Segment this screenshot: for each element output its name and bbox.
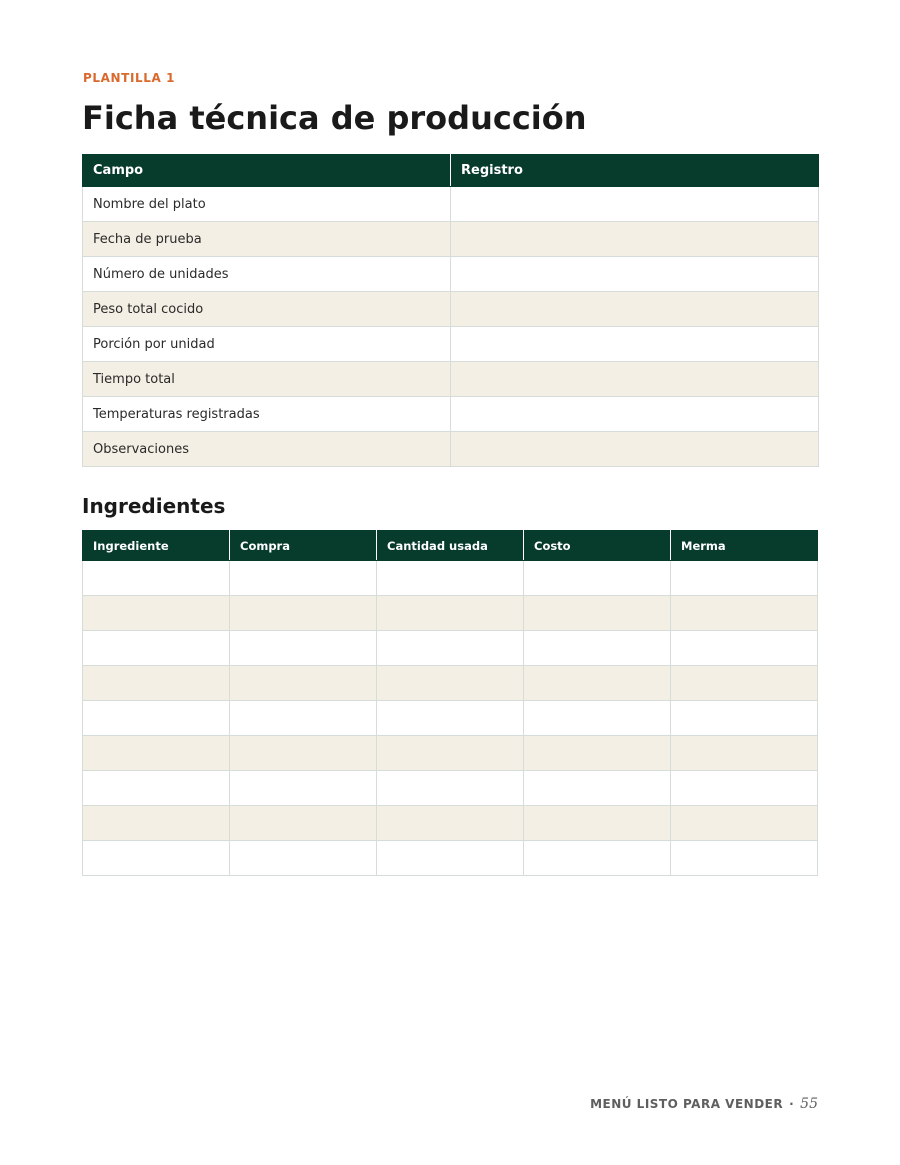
field-label: Nombre del plato [83, 187, 451, 222]
ingredient-cell[interactable] [671, 806, 818, 841]
table-row [83, 596, 818, 631]
table-row [83, 631, 818, 666]
ingredient-cell[interactable] [377, 806, 524, 841]
header-ingrediente: Ingrediente [83, 531, 230, 561]
ingredient-cell[interactable] [230, 771, 377, 806]
field-label: Porción por unidad [83, 327, 451, 362]
ingredient-cell[interactable] [230, 561, 377, 596]
section-title-ingredients: Ingredientes [82, 494, 226, 518]
ingredient-cell[interactable] [377, 736, 524, 771]
ingredients-body [83, 561, 818, 876]
header-costo: Costo [524, 531, 671, 561]
field-value-cell[interactable] [451, 432, 819, 467]
ingredient-cell[interactable] [524, 596, 671, 631]
ingredient-cell[interactable] [230, 841, 377, 876]
table-row [83, 187, 819, 222]
ingredient-cell[interactable] [671, 666, 818, 701]
ingredient-cell[interactable] [377, 596, 524, 631]
page-title: Ficha técnica de producción [82, 99, 587, 137]
field-label: Número de unidades [83, 257, 451, 292]
production-fields-table [82, 154, 819, 467]
ingredient-cell[interactable] [524, 561, 671, 596]
header-merma: Merma [671, 531, 818, 561]
table-row [83, 806, 818, 841]
ingredient-cell[interactable] [671, 596, 818, 631]
table-row [83, 362, 819, 397]
ingredient-cell[interactable] [230, 631, 377, 666]
footer [590, 1096, 818, 1112]
ingredient-cell[interactable] [671, 561, 818, 596]
table-row [83, 222, 819, 257]
ingredient-cell[interactable] [83, 561, 230, 596]
ingredient-cell[interactable] [671, 771, 818, 806]
field-value-cell[interactable] [451, 257, 819, 292]
field-label: Tiempo total [83, 362, 451, 397]
table-row [83, 666, 818, 701]
ingredient-cell[interactable] [377, 666, 524, 701]
field-value-cell[interactable] [451, 222, 819, 257]
ingredients-table [82, 530, 818, 876]
field-value-cell[interactable] [451, 362, 819, 397]
ingredient-cell[interactable] [83, 631, 230, 666]
field-value-cell[interactable] [451, 397, 819, 432]
table-row [83, 432, 819, 467]
ingredient-cell[interactable] [524, 841, 671, 876]
ingredient-cell[interactable] [83, 806, 230, 841]
ingredient-cell[interactable] [377, 771, 524, 806]
field-label: Peso total cocido [83, 292, 451, 327]
ingredient-cell[interactable] [83, 666, 230, 701]
field-label: Temperaturas registradas [83, 397, 451, 432]
table-header-row [83, 155, 819, 187]
ingredient-cell[interactable] [671, 631, 818, 666]
ingredient-cell[interactable] [377, 841, 524, 876]
ingredient-cell[interactable] [230, 736, 377, 771]
field-label: Fecha de prueba [83, 222, 451, 257]
table-row [83, 327, 819, 362]
field-value-cell[interactable] [451, 187, 819, 222]
table-header-row [83, 531, 818, 561]
header-campo: Campo [83, 155, 451, 187]
ingredient-cell[interactable] [524, 666, 671, 701]
ingredient-cell[interactable] [230, 666, 377, 701]
ingredient-cell[interactable] [230, 596, 377, 631]
page-number: 55 [800, 1096, 818, 1112]
ingredient-cell[interactable] [83, 841, 230, 876]
table-row [83, 771, 818, 806]
footer-separator: · [789, 1097, 795, 1111]
field-value-cell[interactable] [451, 327, 819, 362]
field-value-cell[interactable] [451, 292, 819, 327]
ingredient-cell[interactable] [524, 701, 671, 736]
table-row [83, 701, 818, 736]
ingredient-cell[interactable] [83, 771, 230, 806]
ingredient-cell[interactable] [524, 771, 671, 806]
eyebrow-label: PLANTILLA 1 [83, 71, 176, 85]
ingredient-cell[interactable] [671, 736, 818, 771]
table-row [83, 257, 819, 292]
header-cantidad-usada: Cantidad usada [377, 531, 524, 561]
ingredient-cell[interactable] [230, 806, 377, 841]
ingredient-cell[interactable] [83, 736, 230, 771]
footer-title: MENÚ LISTO PARA VENDER [590, 1097, 784, 1111]
ingredient-cell[interactable] [671, 701, 818, 736]
field-label: Observaciones [83, 432, 451, 467]
ingredient-cell[interactable] [230, 701, 377, 736]
ingredient-cell[interactable] [524, 736, 671, 771]
ingredient-cell[interactable] [83, 596, 230, 631]
table-row [83, 561, 818, 596]
header-compra: Compra [230, 531, 377, 561]
ingredient-cell[interactable] [377, 631, 524, 666]
table-row [83, 841, 818, 876]
table-row [83, 292, 819, 327]
ingredient-cell[interactable] [524, 631, 671, 666]
header-registro: Registro [451, 155, 819, 187]
table-row [83, 736, 818, 771]
ingredient-cell[interactable] [83, 701, 230, 736]
ingredient-cell[interactable] [671, 841, 818, 876]
ingredient-cell[interactable] [377, 561, 524, 596]
ingredient-cell[interactable] [377, 701, 524, 736]
table-row [83, 397, 819, 432]
ingredient-cell[interactable] [524, 806, 671, 841]
